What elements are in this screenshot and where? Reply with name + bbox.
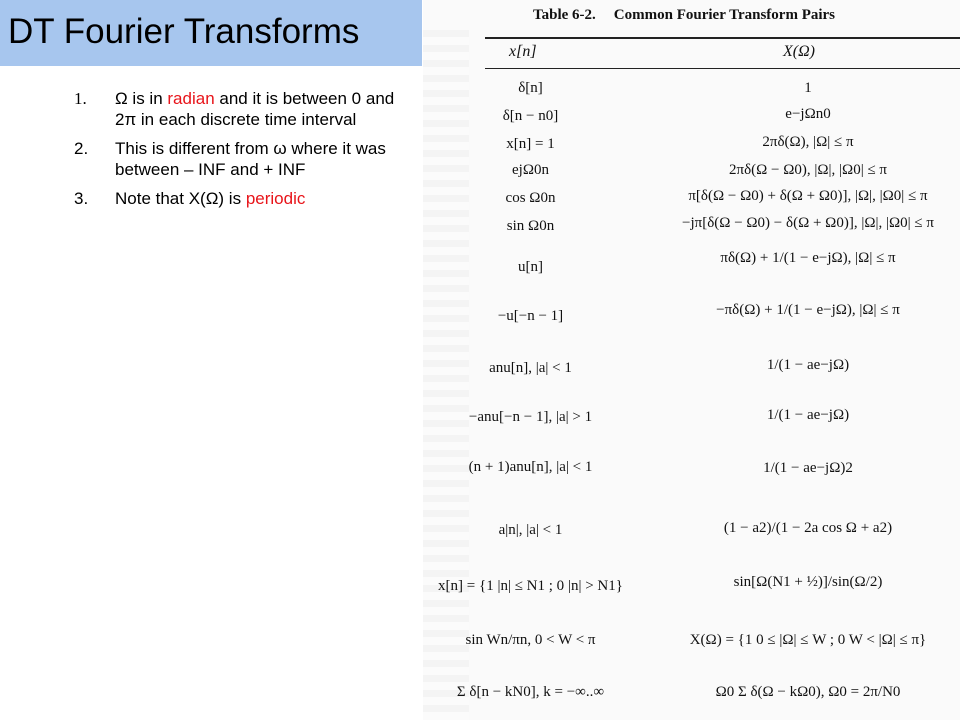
formula-delta: δ[n] bbox=[518, 80, 543, 96]
table-cell-right bbox=[658, 460, 958, 477]
formula-step: u[n] bbox=[518, 259, 543, 275]
table-cell-left bbox=[423, 136, 638, 153]
formula-cos-transform: π[δ(Ω − Ω0) + δ(Ω + Ω0)], |Ω|, |Ω0| ≤ π bbox=[688, 188, 928, 204]
formula-ramp-exp-transform: 1/(1 − ae−jΩ)2 bbox=[763, 460, 853, 476]
table-cell-left bbox=[423, 360, 638, 377]
table-cell-right bbox=[658, 215, 958, 232]
table-cell-left bbox=[423, 632, 638, 649]
table-cell-left bbox=[423, 190, 638, 207]
formula-two-sided-exp-transform: (1 − a2)/(1 − 2a cos Ω + a2) bbox=[723, 520, 893, 536]
table-cell-right bbox=[658, 106, 958, 123]
column-header-left: x[n] bbox=[509, 43, 537, 60]
highlight-radian: radian bbox=[167, 89, 215, 108]
table-cell-left bbox=[423, 259, 638, 276]
formula-neg-step-transform: −πδ(Ω) + 1/(1 − e−jΩ), |Ω| ≤ π bbox=[716, 302, 900, 318]
table-cell-right bbox=[658, 357, 958, 374]
formula-dirichlet: sin[Ω(N1 + ½)]/sin(Ω/2) bbox=[733, 574, 883, 590]
formula-causal-exp: anu[n], |a| < 1 bbox=[489, 360, 572, 376]
table-header-rule bbox=[485, 68, 960, 69]
table-top-rule bbox=[485, 37, 960, 39]
table-cell-left bbox=[423, 218, 638, 235]
bullet-number: 1. bbox=[74, 89, 87, 108]
formula-anticausal-exp: −anu[−n − 1], |a| > 1 bbox=[468, 409, 593, 425]
bullet-item-1 bbox=[70, 88, 420, 130]
table-cell-left bbox=[423, 80, 638, 97]
table-caption bbox=[533, 7, 835, 24]
title-bar bbox=[0, 0, 422, 66]
formula-anticausal-exp-transform: 1/(1 − ae−jΩ) bbox=[766, 407, 850, 423]
table-cell-right bbox=[658, 80, 958, 97]
formula-two-sided-exp: a|n|, |a| < 1 bbox=[498, 522, 563, 538]
bullet-number: 3. bbox=[74, 189, 89, 208]
formula-sinc: sin Wn/πn, 0 < W < π bbox=[465, 632, 596, 648]
formula-neg-step: −u[−n − 1] bbox=[497, 308, 564, 324]
bullet-item-3 bbox=[70, 188, 420, 209]
bullet-text-part: and it is between 0 and 2π in each discrete time interval bbox=[115, 89, 395, 129]
formula-impulse-train-transform: Ω0 Σ δ(Ω − kΩ0), Ω0 = 2π/N0 bbox=[715, 684, 901, 700]
formula-dc-transform: 2πδ(Ω), |Ω| ≤ π bbox=[762, 134, 854, 150]
formula-shifted-delta: δ[n − n0] bbox=[502, 108, 559, 124]
formula-rect-pulse: x[n] = {1 |n| ≤ N1 ; 0 |n| > N1} bbox=[438, 578, 623, 594]
table-cell-left bbox=[423, 409, 638, 426]
table-cell-right bbox=[658, 574, 958, 591]
bullet-list bbox=[70, 88, 420, 217]
bullet-text-part: Ω is in bbox=[115, 89, 168, 108]
formula-complex-exp: ejΩ0n bbox=[512, 162, 549, 178]
bullet-text: This is different from ω where it was between – INF and + INF bbox=[115, 139, 386, 179]
table-cell-left bbox=[423, 459, 638, 476]
formula-one: 1 bbox=[804, 80, 812, 96]
formula-impulse-train: Σ δ[n − kN0], k = −∞..∞ bbox=[456, 684, 605, 700]
table-cell-right bbox=[658, 407, 958, 424]
formula-cos: cos Ω0n bbox=[505, 190, 556, 206]
formula-shifted-impulse: 2πδ(Ω − Ω0), |Ω|, |Ω0| ≤ π bbox=[729, 162, 887, 178]
table-cell-right bbox=[658, 520, 958, 537]
table-cell-right bbox=[658, 134, 958, 151]
scanned-table-image bbox=[423, 0, 960, 720]
formula-ideal-lowpass: X(Ω) = {1 0 ≤ |Ω| ≤ W ; 0 W < |Ω| ≤ π} bbox=[689, 632, 927, 648]
bullet-text-part: Note that X(Ω) is bbox=[115, 189, 246, 208]
formula-exp-shift: e−jΩn0 bbox=[785, 106, 831, 122]
table-cell-right bbox=[658, 632, 958, 649]
formula-constant: x[n] = 1 bbox=[506, 136, 555, 152]
table-cell-left bbox=[423, 522, 638, 539]
table-caption-text: Common Fourier Transform Pairs bbox=[613, 7, 836, 23]
formula-sin: sin Ω0n bbox=[506, 218, 555, 234]
formula-causal-exp-transform: 1/(1 − ae−jΩ) bbox=[766, 357, 850, 373]
table-cell-left bbox=[423, 308, 638, 325]
table-number: Table 6-2. bbox=[533, 7, 596, 23]
table-cell-right bbox=[658, 302, 958, 319]
table-cell-left bbox=[423, 578, 638, 595]
bullet-number: 2. bbox=[74, 139, 89, 158]
table-cell-right bbox=[658, 188, 958, 205]
column-header-right: X(Ω) bbox=[783, 43, 815, 60]
table-cell-left bbox=[423, 684, 638, 701]
bullet-item-2 bbox=[70, 138, 420, 180]
table-cell-left bbox=[423, 108, 638, 125]
formula-ramp-exp: (n + 1)anu[n], |a| < 1 bbox=[468, 459, 593, 475]
slide-title: DT Fourier Transforms bbox=[8, 12, 360, 51]
highlight-periodic: periodic bbox=[245, 189, 306, 208]
table-cell-right bbox=[658, 684, 958, 701]
table-cell-left bbox=[423, 162, 638, 179]
table-cell-right bbox=[658, 250, 958, 267]
formula-step-transform: πδ(Ω) + 1/(1 − e−jΩ), |Ω| ≤ π bbox=[720, 250, 896, 266]
table-cell-right bbox=[658, 162, 958, 179]
formula-sin-transform: −jπ[δ(Ω − Ω0) − δ(Ω + Ω0)], |Ω|, |Ω0| ≤ π bbox=[682, 215, 934, 231]
